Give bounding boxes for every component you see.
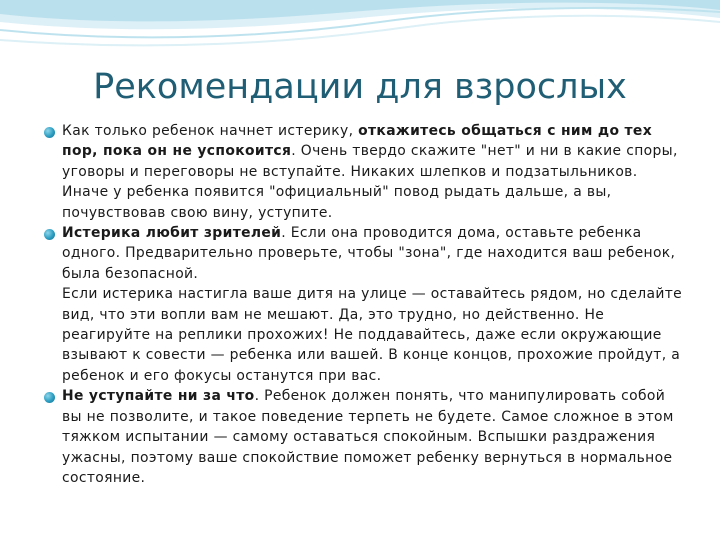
slide-title: Рекомендации для взрослых	[93, 67, 627, 107]
bullet-icon	[44, 392, 55, 403]
bullet-item	[42, 121, 684, 223]
bullet-body-text: . Ребенок должен понять, что манипулировать собой вы не позволите, и такое поведение терпеть не будете. Самое сложное в этом тяжком испытании — самому оставаться спокойным. Вспышки раздражения ужасны, поэтому ваше спокойствие поможет ребенку вернуться в нормальное состояние.	[62, 388, 674, 486]
bullet-item	[42, 223, 684, 386]
bullet-icon	[44, 229, 55, 240]
bullet-bold-text: откажитесь общаться с ним до тех пор, пока он не успокоится	[62, 123, 653, 160]
bullet-body-text: . Если она проводится дома, оставьте ребенка одного. Предварительно проверьте, чтобы "зона", где находится ваш ребенок, была безопасной.	[62, 225, 676, 282]
bullet-bold-text: Не уступайте ни за что	[62, 388, 255, 405]
bullet-icon	[44, 127, 55, 138]
decorative-wave-header	[0, 0, 720, 70]
bullet-bold-text: Истерика любит зрителей	[62, 225, 282, 242]
bullet-body-text: . Очень твердо скажите "нет" и ни в какие споры, уговоры и переговоры не вступайте. Никаких шлепков и подзатыльников. Иначе у ребенка появится "официальный" повод рыдать дальше, а вы, почувствовав свою вину, уступите.	[62, 143, 678, 221]
bullet-lead-text: Как только ребенок начнет истерику,	[62, 123, 359, 139]
slide-content	[42, 121, 684, 488]
bullet-item	[42, 386, 684, 488]
bullet-list	[42, 121, 684, 488]
bullet-second-paragraph: Если истерика настигла ваше дитя на улице — оставайтесь рядом, но сделайте вид, что эти вопли вам не мешают. Да, это трудно, но действенно. Не реагируйте на реплики прохожих! Не поддавайтесь, даже если окружающие взывают к совести — ребенка или вашей. В конце концов, прохожие пройдут, а ребенок и его фокусы останутся при вас.	[62, 286, 683, 384]
